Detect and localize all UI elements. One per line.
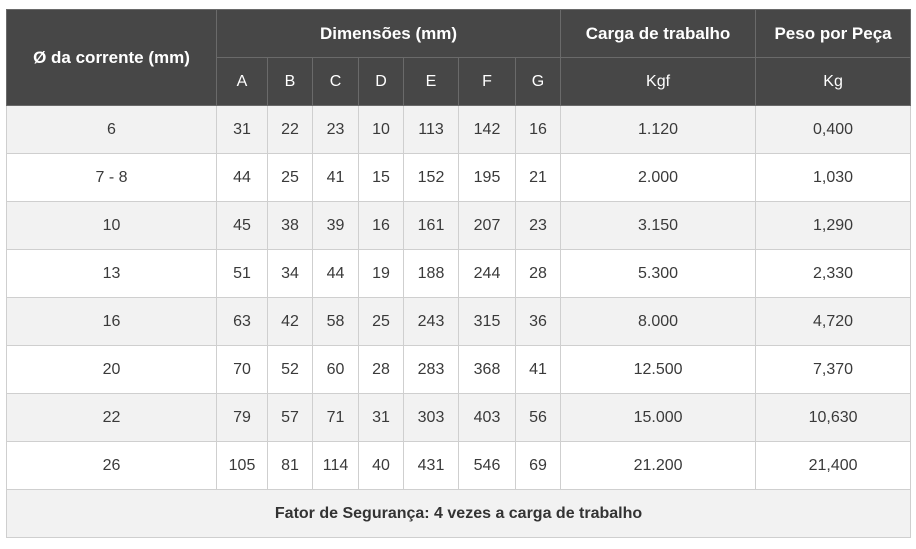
cell-load: 2.000 (561, 154, 756, 202)
cell-weight: 1,030 (756, 154, 911, 202)
cell-dim-d: 40 (359, 442, 404, 490)
header-weight: Peso por Peça (756, 10, 911, 58)
cell-load: 1.120 (561, 106, 756, 154)
cell-dim-e: 161 (404, 202, 459, 250)
cell-dim-d: 28 (359, 346, 404, 394)
header-dim-b: B (268, 58, 313, 106)
cell-dim-g: 23 (516, 202, 561, 250)
cell-dim-c: 71 (313, 394, 359, 442)
cell-dim-d: 31 (359, 394, 404, 442)
cell-load: 5.300 (561, 250, 756, 298)
cell-dim-f: 403 (459, 394, 516, 442)
cell-dim-c: 60 (313, 346, 359, 394)
header-dim-g: G (516, 58, 561, 106)
cell-dim-f: 207 (459, 202, 516, 250)
safety-factor-note: Fator de Segurança: 4 vezes a carga de trabalho (7, 490, 911, 538)
cell-dim-g: 21 (516, 154, 561, 202)
cell-dim-f: 546 (459, 442, 516, 490)
table-header (7, 10, 911, 106)
cell-dim-a: 44 (217, 154, 268, 202)
cell-dim-e: 243 (404, 298, 459, 346)
cell-weight: 4,720 (756, 298, 911, 346)
cell-dim-g: 56 (516, 394, 561, 442)
cell-dim-b: 81 (268, 442, 313, 490)
cell-dim-c: 58 (313, 298, 359, 346)
cell-load: 3.150 (561, 202, 756, 250)
cell-weight: 7,370 (756, 346, 911, 394)
cell-dim-f: 195 (459, 154, 516, 202)
table-row (7, 250, 911, 298)
cell-dim-g: 28 (516, 250, 561, 298)
cell-diameter: 20 (7, 346, 217, 394)
cell-dim-a: 45 (217, 202, 268, 250)
cell-dim-g: 41 (516, 346, 561, 394)
cell-dim-b: 42 (268, 298, 313, 346)
cell-dim-e: 431 (404, 442, 459, 490)
table-row (7, 442, 911, 490)
cell-diameter: 7 - 8 (7, 154, 217, 202)
cell-diameter: 10 (7, 202, 217, 250)
cell-dim-f: 368 (459, 346, 516, 394)
cell-dim-b: 52 (268, 346, 313, 394)
cell-dim-f: 244 (459, 250, 516, 298)
table-row (7, 202, 911, 250)
cell-diameter: 22 (7, 394, 217, 442)
header-working-load: Carga de trabalho (561, 10, 756, 58)
chain-spec-table (6, 9, 911, 538)
cell-diameter: 6 (7, 106, 217, 154)
cell-dim-e: 283 (404, 346, 459, 394)
cell-dim-a: 70 (217, 346, 268, 394)
cell-dim-c: 23 (313, 106, 359, 154)
header-dim-a: A (217, 58, 268, 106)
cell-weight: 2,330 (756, 250, 911, 298)
cell-dim-d: 19 (359, 250, 404, 298)
cell-dim-d: 15 (359, 154, 404, 202)
cell-dim-d: 16 (359, 202, 404, 250)
cell-load: 15.000 (561, 394, 756, 442)
cell-dim-e: 113 (404, 106, 459, 154)
cell-dim-b: 22 (268, 106, 313, 154)
cell-dim-c: 41 (313, 154, 359, 202)
cell-weight: 0,400 (756, 106, 911, 154)
table-row (7, 106, 911, 154)
cell-weight: 1,290 (756, 202, 911, 250)
cell-diameter: 16 (7, 298, 217, 346)
cell-dim-a: 63 (217, 298, 268, 346)
table-footer-row (7, 490, 911, 538)
header-chain-diameter: Ø da corrente (mm) (7, 10, 217, 106)
cell-dim-c: 114 (313, 442, 359, 490)
header-dim-d: D (359, 58, 404, 106)
cell-dim-e: 152 (404, 154, 459, 202)
table-row (7, 346, 911, 394)
header-weight-unit: Kg (756, 58, 911, 106)
spec-table-container (6, 9, 910, 538)
table-row (7, 298, 911, 346)
cell-dim-a: 51 (217, 250, 268, 298)
header-working-load-unit: Kgf (561, 58, 756, 106)
header-dimensions: Dimensões (mm) (217, 10, 561, 58)
table-body (7, 106, 911, 538)
cell-load: 8.000 (561, 298, 756, 346)
cell-dim-g: 69 (516, 442, 561, 490)
cell-dim-b: 38 (268, 202, 313, 250)
cell-dim-a: 105 (217, 442, 268, 490)
table-row (7, 154, 911, 202)
cell-load: 21.200 (561, 442, 756, 490)
cell-dim-g: 16 (516, 106, 561, 154)
cell-dim-a: 79 (217, 394, 268, 442)
cell-dim-e: 188 (404, 250, 459, 298)
cell-diameter: 13 (7, 250, 217, 298)
cell-dim-b: 25 (268, 154, 313, 202)
table-row (7, 394, 911, 442)
cell-dim-b: 34 (268, 250, 313, 298)
cell-dim-c: 44 (313, 250, 359, 298)
cell-dim-f: 315 (459, 298, 516, 346)
cell-weight: 10,630 (756, 394, 911, 442)
cell-dim-d: 25 (359, 298, 404, 346)
header-dim-f: F (459, 58, 516, 106)
cell-dim-e: 303 (404, 394, 459, 442)
cell-diameter: 26 (7, 442, 217, 490)
header-dim-e: E (404, 58, 459, 106)
cell-load: 12.500 (561, 346, 756, 394)
cell-dim-b: 57 (268, 394, 313, 442)
cell-dim-d: 10 (359, 106, 404, 154)
cell-dim-g: 36 (516, 298, 561, 346)
cell-dim-c: 39 (313, 202, 359, 250)
cell-dim-f: 142 (459, 106, 516, 154)
cell-weight: 21,400 (756, 442, 911, 490)
header-dim-c: C (313, 58, 359, 106)
cell-dim-a: 31 (217, 106, 268, 154)
